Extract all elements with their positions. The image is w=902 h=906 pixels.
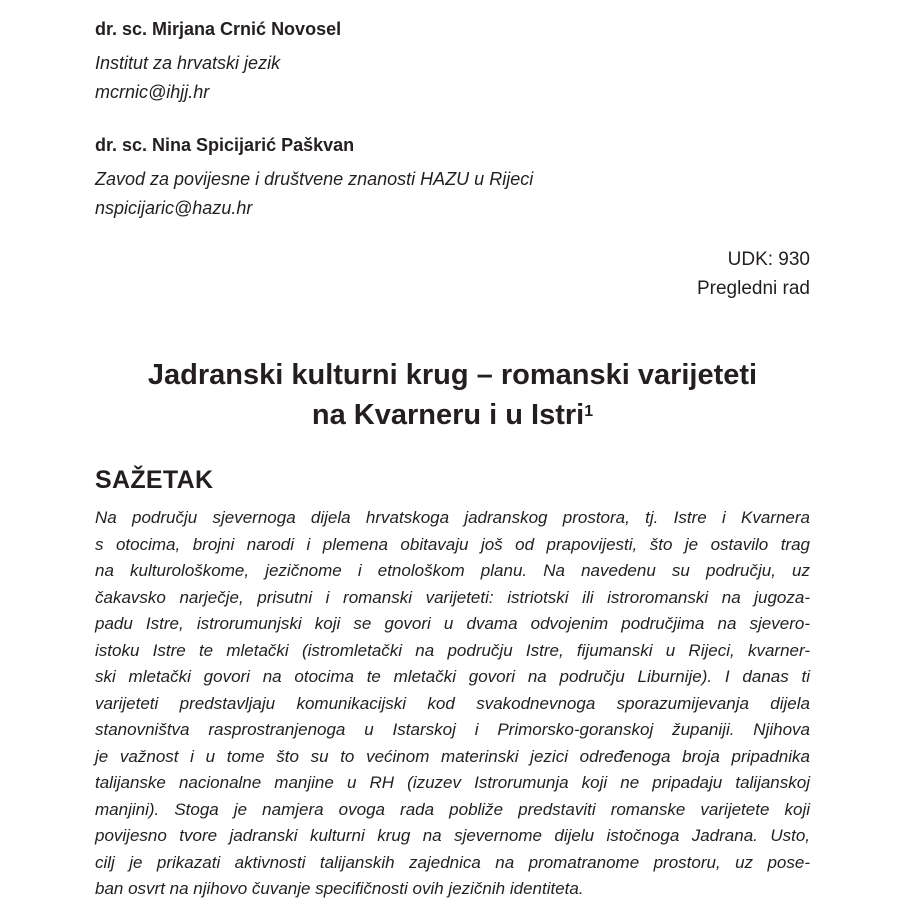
udk-number: UDK: 930 bbox=[727, 249, 810, 270]
title-line-1: Jadranski kulturni krug – romanski varijeteti bbox=[147, 359, 758, 391]
abstract-line: Na području sjevernoga dijela hrvatskoga jadranskog prostora, tj. Istre i Kvarnera bbox=[95, 508, 810, 527]
abstract-text bbox=[95, 505, 810, 903]
author-block-1 bbox=[95, 16, 810, 107]
abstract-line: stanovništva rasprostranjenoga u Istarskoj i Primorsko-goranskoj županiji. Njihova bbox=[95, 720, 810, 739]
abstract-heading: SAŽETAK bbox=[95, 466, 214, 494]
abstract-line: je važnost i u tome što su to većinom materinski jezici određenoga broja pripadnika bbox=[95, 746, 810, 766]
abstract-line: ban osvrt na njihovo čuvanje specifičnosti ovih jezičnih identiteta. bbox=[95, 879, 584, 898]
abstract-line: čakavsko narječje, prisutni i romanski varijeteti: istriotski ili istroromanski na jugoza- bbox=[95, 587, 810, 607]
abstract-line: ski mletački govori na otocima te mletački govori na području Liburnije). I danas ti bbox=[95, 667, 810, 686]
footnote-marker: 1 bbox=[584, 403, 594, 421]
abstract-line: cilj je prikazati aktivnosti talijanskih zajednica na promatranome prostoru, uz pose- bbox=[95, 852, 810, 872]
abstract-line: na kulturološkome, jezičnome i etnološkom planu. Na navedenu su području, uz bbox=[95, 561, 810, 580]
author-block-2 bbox=[95, 132, 810, 223]
author-email: nspicijaric@hazu.hr bbox=[95, 198, 253, 218]
author-affiliation: Zavod za povijesne i društvene znanosti HAZU u Rijeci bbox=[95, 169, 534, 189]
abstract-line: istoku Istre te mletački (istromletački na području Istre, fijumanski u Rijeci, kvarner- bbox=[95, 640, 810, 660]
abstract-line: manjini). Stoga je namjera ovoga rada pobliže predstaviti romanske varijetete koji bbox=[95, 799, 810, 819]
abstract-line: povijesno tvore jadranski kulturni krug na sjevernome dijelu istočnoga Jadrana. Usto, bbox=[95, 826, 810, 845]
abstract-line: talijanske nacionalne manjine u RH (izuzev Istrorumunja koji ne pripadaju talijanskoj bbox=[95, 773, 810, 792]
author-name: dr. sc. Mirjana Crnić Novosel bbox=[95, 19, 342, 39]
author-name: dr. sc. Nina Spicijarić Paškvan bbox=[95, 135, 355, 155]
publication-info bbox=[95, 245, 810, 303]
article-title bbox=[95, 355, 810, 435]
author-email: mcrnic@ihjj.hr bbox=[95, 82, 210, 102]
title-line-2-text: na Kvarneru i u Istri bbox=[311, 399, 585, 431]
abstract-line: s otocima, brojni narodi i plemena obitavaju još od prapovijesti, što je ostavilo trag bbox=[95, 534, 810, 554]
title-line-2 bbox=[95, 395, 810, 435]
abstract-line: varijeteti predstavljaju komunikacijski kod svakodnevnoga sporazumijevanja dijela bbox=[95, 693, 810, 713]
article-type: Pregledni rad bbox=[696, 278, 810, 299]
author-affiliation: Institut za hrvatski jezik bbox=[95, 53, 281, 73]
authors-block bbox=[95, 16, 810, 223]
abstract-line: padu Istre, istrorumunjski koji se govori u dvama odvojenim područjima na sjevero- bbox=[95, 614, 810, 633]
